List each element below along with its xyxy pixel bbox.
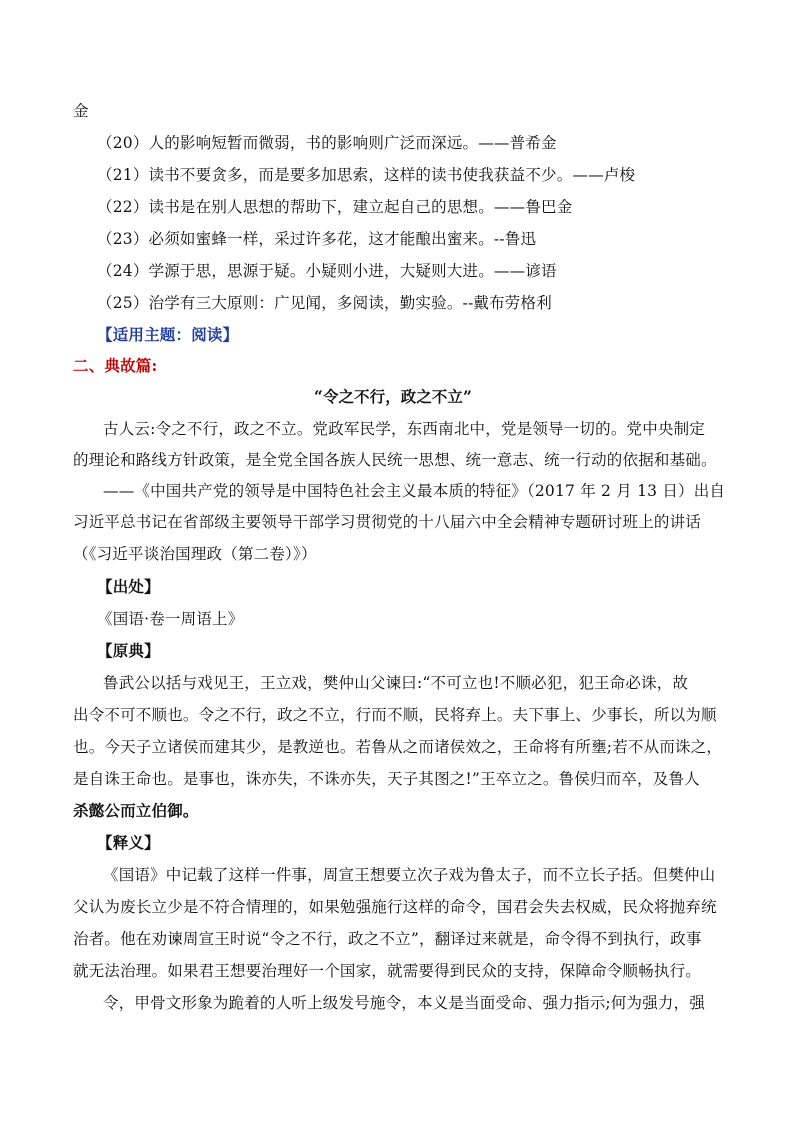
original-line-5: 杀懿公而立伯御。 (73, 801, 199, 820)
continued-attribution-fragment: 金 (73, 102, 89, 120)
meaning-label: 【释义】 (97, 833, 160, 852)
meaning-line-5: 令，甲骨文形象为跪着的人听上级发号施令，本义是当面受命、强力指示;何为强力，强 (103, 994, 706, 1012)
quote-20: （20）人的影响短暂而微弱，书的影响则广泛而深远。——普希金 (97, 134, 557, 152)
intro-line-5: （《习近平谈治国理政（第二卷）》） (73, 545, 317, 563)
original-text-label: 【原典】 (97, 641, 160, 660)
meaning-line-3: 治者。他在劝谏周宣王时说“令之不行，政之不立”，翻译过来就是，命令得不到执行，政事 (73, 930, 702, 948)
section-heading: 二、典故篇: (73, 356, 158, 375)
quote-22: （22）读书是在别人思想的帮助下，建立起自己的思想。——鲁巴金 (97, 198, 573, 216)
original-line-2: 出令不可不顺也。令之不行，政之不立，行而不顺，民将弃上。夫下事上、少事长，所以为顺 (73, 706, 717, 724)
intro-line-3: ——《中国共产党的领导是中国特色社会主义最本质的特征》（2017 年 2 月 13 日）出自 (103, 482, 726, 500)
intro-line-4: 习近平总书记在省部级主要领导干部学习贯彻党的十八届六中全会精神专题研讨班上的讲话 (73, 513, 702, 531)
intro-line-1: 古人云:令之不行，政之不立。党政军民学，东西南北中，党是领导一切的。党中央制定 (103, 420, 706, 438)
original-line-3: 也。今天子立诸侯而建其少，是教逆也。若鲁从之而诸侯效之，王命将有所壅;若不从而诛之， (73, 738, 723, 756)
original-line-4: 是自诛王命也。是事也，诛亦失，不诛亦失，天子其图之!”王卒立之。鲁侯归而卒，及鲁人 (73, 770, 700, 788)
quote-25: （25）治学有三大原则：广见闻，多阅读，勤实验。--戴布劳格利 (97, 294, 552, 312)
source-text: 《国语·卷一周语上》 (97, 610, 244, 628)
quote-24: （24）学源于思，思源于疑。小疑则小进，大疑则大进。——谚语 (97, 262, 557, 280)
quote-21: （21）读书不要贪多，而是要多加思索，这样的读书使我获益不少。——卢梭 (97, 166, 636, 184)
quote-23: （23）必须如蜜蜂一样，采过许多花，这才能酿出蜜来。--鲁迅 (97, 230, 537, 248)
original-line-1: 鲁武公以括与戏见王，王立戏，樊仲山父谏曰:“不可立也!不顺必犯，犯王命必诛，故 (103, 674, 689, 692)
source-label: 【出处】 (97, 577, 160, 596)
story-title: “令之不行，政之不立” (314, 387, 472, 406)
applicable-theme-label: 【适用主题：阅读】 (97, 325, 239, 344)
meaning-line-1: 《国语》中记载了这样一件事，周宣王想要立次子戏为鲁太子，而不立长子括。但樊仲山 (103, 866, 716, 884)
meaning-line-4: 就无法治理。如果君王想要治理好一个国家，就需要得到民众的支持，保障命令顺畅执行。 (73, 962, 702, 980)
intro-line-2: 的理论和路线方针政策，是全党全国各族人民统一思想、统一意志、统一行动的依据和基础。 (73, 451, 717, 469)
meaning-line-2: 父认为废长立少是不符合情理的，如果勉强施行这样的命令，国君会失去权威，民众将抛弃统 (73, 898, 717, 916)
